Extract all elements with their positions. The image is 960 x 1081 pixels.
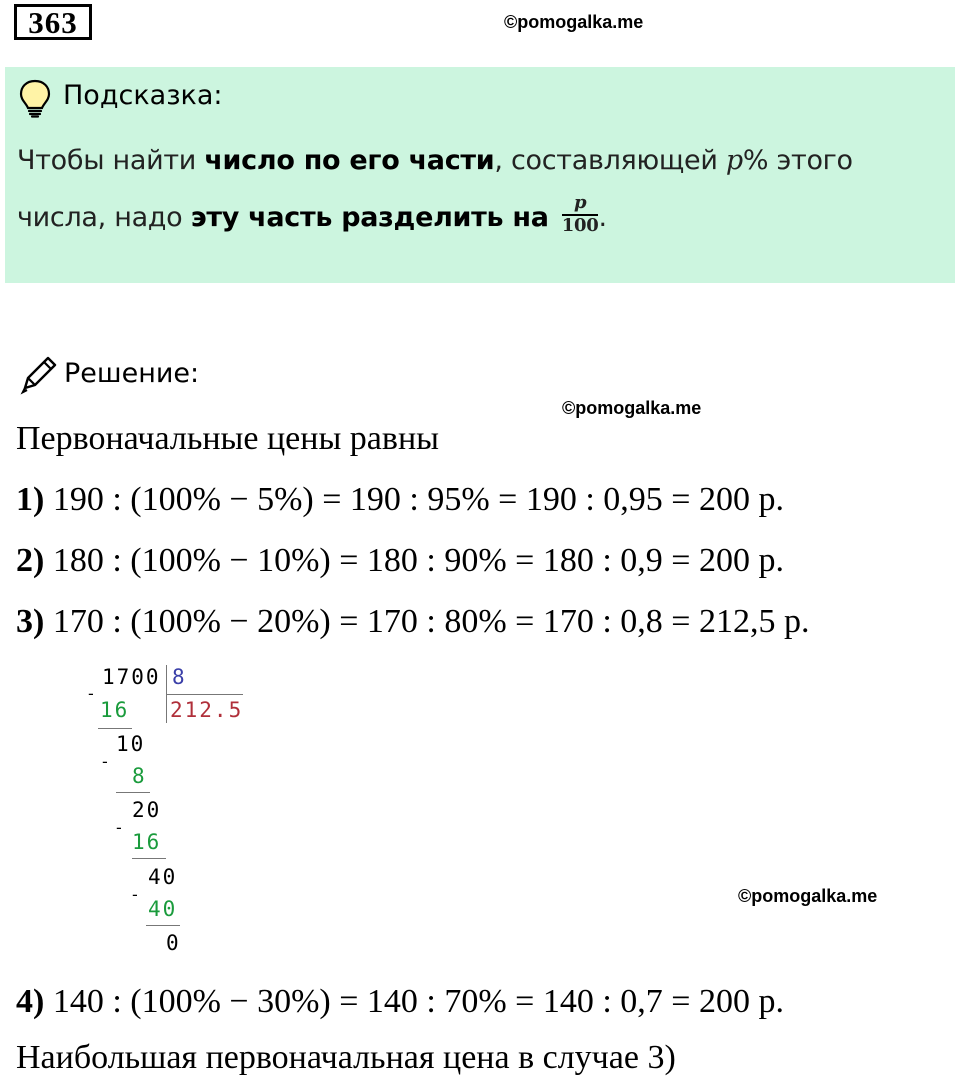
subtrahend: 16 <box>100 698 130 722</box>
fraction-numerator: p <box>562 193 599 216</box>
long-division <box>80 660 260 960</box>
divisor: 8 <box>172 665 187 689</box>
hint-text: , составляющей <box>494 145 726 176</box>
hint-text: числа, надо <box>17 202 191 233</box>
item-number: 1) <box>16 481 45 518</box>
fraction <box>562 193 599 236</box>
hint-emphasis: эту часть разделить на <box>190 202 558 233</box>
lightbulb-icon <box>17 78 53 123</box>
item-expression: 190 : (100% − 5%) = 190 : 95% = 190 : 0,95 = 200 р. <box>44 481 784 518</box>
item-number: 3) <box>16 603 45 640</box>
item-expression: 170 : (100% − 20%) = 170 : 80% = 170 : 0,8 = 212,5 р. <box>44 603 810 640</box>
watermark: ©pomogalka.me <box>738 886 878 906</box>
hint-line-1 <box>17 145 853 176</box>
item-expression: 180 : (100% − 10%) = 180 : 90% = 180 : 0,9 = 200 р. <box>44 542 784 579</box>
minus-sign: - <box>132 885 138 904</box>
watermark: ©pomogalka.me <box>504 12 644 32</box>
pencil-icon <box>17 354 59 401</box>
minus-sign: - <box>88 684 94 703</box>
item-number: 2) <box>16 542 45 579</box>
item-number: 4) <box>16 983 45 1020</box>
watermark: ©pomogalka.me <box>562 398 702 418</box>
quotient: 212.5 <box>170 698 244 722</box>
solution-item-4 <box>16 983 784 1021</box>
hint-text: . <box>598 202 607 233</box>
minus-sign: - <box>102 752 108 771</box>
hint-emphasis: число по его части <box>204 145 495 176</box>
remainder: 40 <box>148 865 178 889</box>
solution-item-3 <box>16 603 809 641</box>
dividend: 1700 <box>102 665 161 689</box>
subtrahend: 8 <box>132 764 147 788</box>
hint-text: % этого <box>742 145 853 176</box>
solution-title: Решение: <box>64 358 200 389</box>
remainder: 10 <box>116 732 146 756</box>
remainder: 20 <box>132 798 162 822</box>
subtrahend: 40 <box>148 897 178 921</box>
hint-line-2 <box>17 192 607 240</box>
solution-item-1 <box>16 481 784 519</box>
remainder: 0 <box>166 931 181 955</box>
subtrahend: 16 <box>132 830 162 854</box>
hint-title: Подсказка: <box>63 80 223 111</box>
hint-text: Чтобы найти <box>17 145 205 176</box>
conclusion: Наибольшая первоначальная цена в случае 3) <box>16 1039 676 1076</box>
hint-variable: p <box>725 145 743 176</box>
minus-sign: - <box>116 818 122 837</box>
fraction-denominator: 100 <box>561 215 599 236</box>
task-number: 363 <box>14 4 92 40</box>
solution-item-2 <box>16 542 784 580</box>
item-expression: 140 : (100% − 30%) = 140 : 70% = 140 : 0,7 = 200 р. <box>44 983 784 1020</box>
solution-intro: Первоначальные цены равны <box>16 420 439 457</box>
